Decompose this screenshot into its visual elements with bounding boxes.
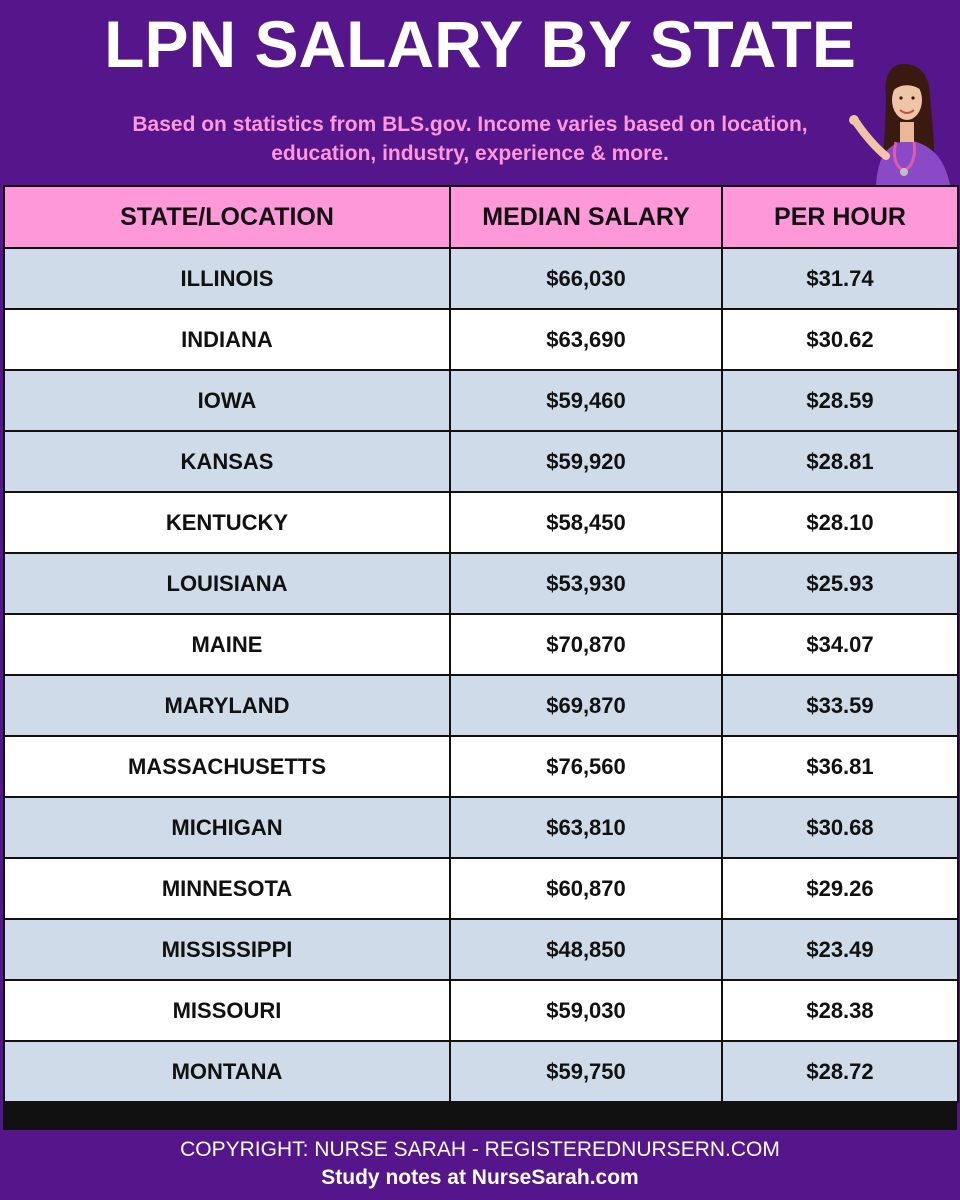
salary-cell: $63,810 — [450, 797, 722, 858]
table-row — [4, 309, 958, 370]
salary-cell: $48,850 — [450, 919, 722, 980]
table-row — [4, 431, 958, 492]
table-row — [4, 614, 958, 675]
page-title: LPN SALARY BY STATE — [104, 7, 856, 81]
salary-cell: $58,450 — [450, 492, 722, 553]
state-cell: MISSISSIPPI — [4, 919, 450, 980]
table-row — [4, 370, 958, 431]
salary-cell: $76,560 — [450, 736, 722, 797]
page-subtitle: Based on statistics from BLS.gov. Income varies based on location, education, industry, experience & more. — [132, 113, 808, 165]
salary-cell: $59,920 — [450, 431, 722, 492]
salary-table — [3, 185, 959, 1103]
hourly-cell: $33.59 — [722, 675, 958, 736]
hourly-cell: $30.62 — [722, 309, 958, 370]
state-cell: LOUISIANA — [4, 553, 450, 614]
state-cell: MAINE — [4, 614, 450, 675]
column-header-median-salary: MEDIAN SALARY — [450, 186, 722, 248]
hourly-cell: $29.26 — [722, 858, 958, 919]
hourly-cell: $23.49 — [722, 919, 958, 980]
header-banner — [0, 0, 960, 185]
hourly-cell: $28.72 — [722, 1041, 958, 1102]
table-row — [4, 1041, 958, 1102]
table-row — [4, 675, 958, 736]
state-cell: MONTANA — [4, 1041, 450, 1102]
salary-cell: $60,870 — [450, 858, 722, 919]
salary-cell: $59,030 — [450, 980, 722, 1041]
footer-banner — [0, 1130, 960, 1200]
table-row — [4, 797, 958, 858]
salary-cell: $63,690 — [450, 309, 722, 370]
hourly-cell: $28.38 — [722, 980, 958, 1041]
hourly-cell: $28.81 — [722, 431, 958, 492]
salary-cell: $59,460 — [450, 370, 722, 431]
salary-cell: $66,030 — [450, 248, 722, 309]
state-cell: KENTUCKY — [4, 492, 450, 553]
hourly-cell: $36.81 — [722, 736, 958, 797]
state-cell: MASSACHUSETTS — [4, 736, 450, 797]
table-row — [4, 919, 958, 980]
state-cell: MISSOURI — [4, 980, 450, 1041]
hourly-cell: $28.59 — [722, 370, 958, 431]
state-cell: KANSAS — [4, 431, 450, 492]
table-row — [4, 492, 958, 553]
salary-cell: $59,750 — [450, 1041, 722, 1102]
column-header-per-hour: PER HOUR — [722, 186, 958, 248]
state-cell: MARYLAND — [4, 675, 450, 736]
hourly-cell: $31.74 — [722, 248, 958, 309]
hourly-cell: $30.68 — [722, 797, 958, 858]
state-cell: MICHIGAN — [4, 797, 450, 858]
hourly-cell: $34.07 — [722, 614, 958, 675]
state-cell: IOWA — [4, 370, 450, 431]
salary-cell: $70,870 — [450, 614, 722, 675]
table-row — [4, 736, 958, 797]
hourly-cell: $28.10 — [722, 492, 958, 553]
table-row — [4, 980, 958, 1041]
state-cell: MINNESOTA — [4, 858, 450, 919]
table-row — [4, 858, 958, 919]
salary-table-container — [3, 185, 957, 1130]
nurse-avatar — [846, 52, 960, 185]
study-notes-text: Study notes at NurseSarah.com — [321, 1166, 639, 1189]
salary-cell: $53,930 — [450, 553, 722, 614]
table-header-row — [4, 186, 958, 248]
hourly-cell: $25.93 — [722, 553, 958, 614]
table-row — [4, 553, 958, 614]
table-row — [4, 248, 958, 309]
copyright-text: COPYRIGHT: NURSE SARAH - REGISTEREDNURSERN.COM — [180, 1138, 780, 1161]
state-cell: INDIANA — [4, 309, 450, 370]
salary-cell: $69,870 — [450, 675, 722, 736]
column-header-state: STATE/LOCATION — [4, 186, 450, 248]
state-cell: ILLINOIS — [4, 248, 450, 309]
